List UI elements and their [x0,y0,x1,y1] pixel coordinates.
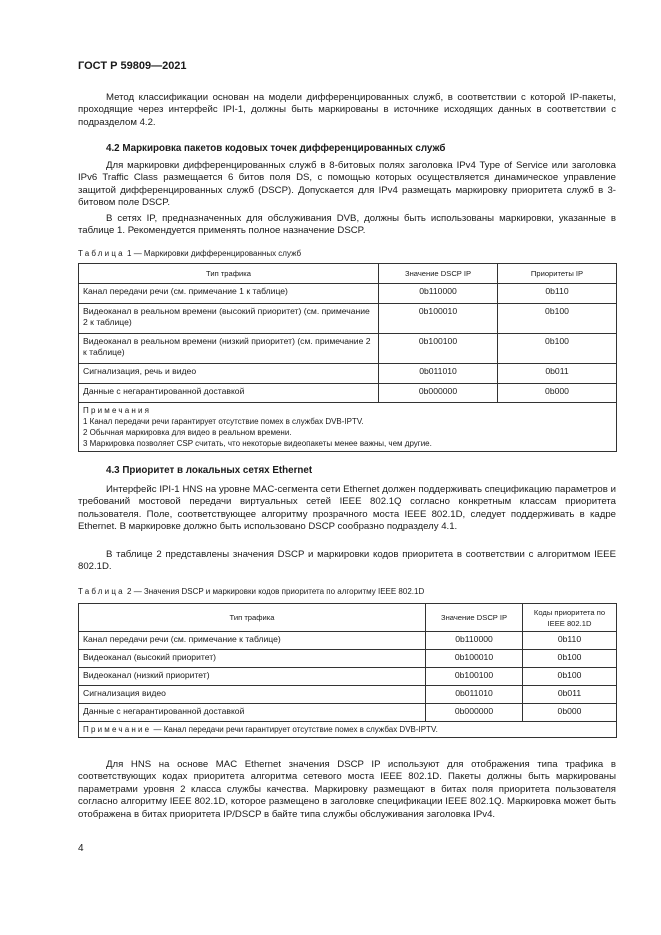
table-cell: Видеоканал в реальном времени (низкий приоритет) (см. примечание 2 к таблице) [79,334,379,364]
paragraph-table2-intro: В таблице 2 представлены значения DSCP и маркировки кодов приоритета в соответствии с алгоритмом IEEE 802.1D. [78,549,616,573]
table-cell: 0b100 [523,650,617,668]
document-header: ГОСТ Р 59809—2021 [78,60,187,72]
table-cell: 0b100100 [426,668,523,686]
table-row [79,686,617,704]
table-cell: Данные с негарантированной доставкой [79,704,426,722]
table1-notes [79,403,617,452]
table1-header-priority: Приоритеты IP [498,264,617,284]
table-row [79,668,617,686]
table1-notes-title: Примечания [83,406,152,415]
paragraph-ethernet-interface: Интерфейс IPI-1 HNS на уровне MAC-сегмента сети Ethernet должен поддерживать спецификацию параметров и требований мостовой передачи виртуальных сетей IEEE 802.1Q согласно конкретным классам приоритета пользователя. Поле, соответствующее алгоритму прозрачного моста IEEE 802.1D, следует поддерживать в кадре Ethernet. В маркировке должно быть использовано DSCP сообразно подразделу 4.1. [78,484,616,533]
table-cell: 0b011010 [379,364,498,384]
table-cell: Сигнализация, речь и видео [79,364,379,384]
table2-header-priority-codes: Коды приоритета по IEEE 802.1D [523,604,617,632]
table-row [79,632,617,650]
table-cell: 0b110000 [379,284,498,304]
table-row [79,334,617,364]
table2-header-dscp: Значение DSCP IP [426,604,523,632]
table2-note-row [79,722,617,738]
paragraph-ds-field: Для маркировки дифференцированных служб в 8-битовых полях заголовка IPv4 Type of Service или заголовка IPv6 Traffic Class размещается 6 битов поля DS, с помощью которых осуществляется динамическое управление защитой дифференцированных служб (DSCP). Допускается для IPv4 размещать маркировку приоритета служб в 3-битовом поле DSCP. [78,160,616,209]
table1 [78,263,617,452]
table-cell: Сигнализация видео [79,686,426,704]
table2-note-text: — Канал передачи речи гарантирует отсутствие помех в службах DVB-IPTV. [153,725,438,734]
table-row [79,304,617,334]
table-cell: 0b011010 [426,686,523,704]
section-4-2-heading: 4.2 Маркировка пакетов кодовых точек дифференцированных служб [106,143,446,154]
table2-caption-word: Таблица [78,587,125,596]
table-cell: Видеоканал в реальном времени (высокий приоритет) (см. примечание 2 к таблице) [79,304,379,334]
table-cell: 0b000000 [379,384,498,403]
table-cell: 0b100 [498,334,617,364]
table-row [79,650,617,668]
table-cell: 0b100 [523,668,617,686]
table2 [78,603,617,738]
table-cell: Канал передачи речи (см. примечание к таблице) [79,632,426,650]
table1-note: 1 Канал передачи речи гарантирует отсутствие помех в службах DVB-IPTV. [83,417,364,426]
table2-caption [78,587,616,596]
page-number: 4 [78,843,84,854]
paragraph-hns-mac: Для HNS на основе MAC Ethernet значения DSCP IP используют для отображения типа трафика в соответствующих кодах приоритета алгоритма сетевого моста IEEE 802.1D. Пакеты должны быть маркированы параметрами уровня 2 класса службы качества. Маркировку размещают в битах поля приоритета пользователя согласно алгоритму IEEE 802.1D, которое размещено в заголовке спецификации IEEE 802.1Q. Маркировка может быть отображена в битах приоритета IP/DSCP в байте типа службы обслуживания заголовка IPv4. [78,759,616,820]
table-cell: 0b000000 [426,704,523,722]
table1-header-dscp: Значение DSCP IP [379,264,498,284]
table-cell: 0b100010 [426,650,523,668]
table-row [79,704,617,722]
table-row [79,284,617,304]
table-row [79,384,617,403]
table1-caption-text: 1 — Маркировки дифференцированных служб [127,249,302,258]
table-cell: Данные с негарантированной доставкой [79,384,379,403]
table1-note: 3 Маркировка позволяет CSP считать, что некоторые видеопакеты менее важны, чем другие. [83,439,432,448]
table1-caption-word: Таблица [78,249,125,258]
table1-caption [78,249,616,258]
table-cell: 0b011 [523,686,617,704]
table-cell: 0b011 [498,364,617,384]
section-4-3-heading: 4.3 Приоритет в локальных сетях Ethernet [106,465,313,476]
table-cell: Канал передачи речи (см. примечание 1 к таблице) [79,284,379,304]
table2-note-title: Примечание [83,725,152,734]
table2-caption-text: 2 — Значения DSCP и маркировки кодов приоритета по алгоритму IEEE 802.1D [127,587,425,596]
table-cell: 0b100 [498,304,617,334]
table-cell: 0b110 [498,284,617,304]
table1-header-traffic-type: Тип трафика [79,264,379,284]
table2-header-traffic-type: Тип трафика [79,604,426,632]
table-cell: 0b100100 [379,334,498,364]
table-cell: Видеоканал (низкий приоритет) [79,668,426,686]
table-row [79,364,617,384]
table-cell: 0b000 [523,704,617,722]
table1-note: 2 Обычная маркировка для видео в реальном времени. [83,428,292,437]
paragraph-classification: Метод классификации основан на модели дифференцированных служб, в соответствии с которой IP-пакеты, проходящие через интерфейс IPI-1, должны быть маркированы в источнике исходящих данных в соответствии с подразделом 4.2. [78,92,616,128]
table-cell: Видеоканал (высокий приоритет) [79,650,426,668]
table2-note [79,722,617,738]
table-cell: 0b100010 [379,304,498,334]
table-cell: 0b110000 [426,632,523,650]
table1-notes-row [79,403,617,452]
paragraph-dvb-markings: В сетях IP, предназначенных для обслуживания DVB, должны быть использованы маркировки, указанные в таблице 1. Рекомендуется применять полное назначение DSCP. [78,213,616,237]
table-cell: 0b000 [498,384,617,403]
table-cell: 0b110 [523,632,617,650]
